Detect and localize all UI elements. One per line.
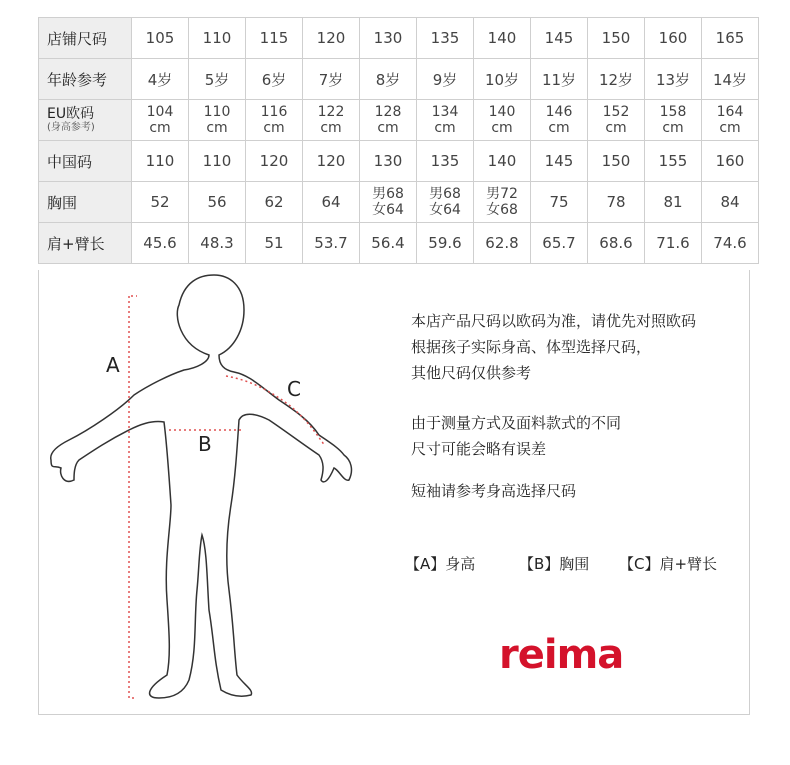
- legend-b: 【B】胸围: [519, 555, 590, 573]
- table-cell: [645, 100, 702, 141]
- row-header-label: EU欧码: [47, 106, 95, 122]
- table-cell: 130: [360, 18, 417, 59]
- table-cell: 78: [588, 182, 645, 223]
- cell-value: 104: [146, 104, 174, 120]
- cell-girls-value: 女64: [429, 202, 461, 218]
- table-cell: 135: [417, 18, 474, 59]
- table-cell: [360, 182, 417, 223]
- cell-unit: cm: [605, 120, 627, 136]
- table-cell: 120: [303, 141, 360, 182]
- cell-value: 140: [488, 104, 516, 120]
- table-cell: 10岁: [474, 59, 531, 100]
- label-b: B: [198, 432, 212, 456]
- cell-value: 122: [317, 104, 345, 120]
- row-header: 年龄参考: [39, 59, 132, 100]
- table-cell: 140: [474, 141, 531, 182]
- table-cell: 155: [645, 141, 702, 182]
- table-cell: 11岁: [531, 59, 588, 100]
- table-cell: 150: [588, 18, 645, 59]
- table-cell: [189, 100, 246, 141]
- measurement-guide: [38, 270, 750, 715]
- legend-a: 【A】身高: [405, 555, 476, 573]
- table-cell: 145: [531, 18, 588, 59]
- cell-value: 128: [374, 104, 402, 120]
- table-cell: 120: [246, 141, 303, 182]
- height-measure-line: [129, 296, 137, 698]
- row-header-sublabel: (身高参考): [47, 122, 95, 133]
- cell-value: 164: [716, 104, 744, 120]
- table-cell: 45.6: [132, 223, 189, 264]
- table-cell: 65.7: [531, 223, 588, 264]
- cell-unit: cm: [149, 120, 171, 136]
- table-cell: [246, 100, 303, 141]
- reima-logo: reima: [499, 632, 624, 678]
- cell-value: 134: [431, 104, 459, 120]
- label-a: A: [106, 353, 120, 377]
- note-line-4: 由于测量方式及面料款式的不同: [411, 414, 622, 432]
- cell-unit: cm: [377, 120, 399, 136]
- table-cell: 13岁: [645, 59, 702, 100]
- table-cell: 120: [303, 18, 360, 59]
- child-body-outline: [51, 275, 352, 698]
- cell-value: 110: [203, 104, 231, 120]
- table-cell: 59.6: [417, 223, 474, 264]
- table-cell: 165: [702, 18, 759, 59]
- table-cell: [303, 100, 360, 141]
- cell-unit: cm: [719, 120, 741, 136]
- table-cell: [474, 182, 531, 223]
- legend-c: 【C】肩+臂长: [619, 555, 718, 573]
- table-cell: 8岁: [360, 59, 417, 100]
- cell-unit: cm: [206, 120, 228, 136]
- cell-value: 146: [545, 104, 573, 120]
- table-cell: [531, 100, 588, 141]
- table-cell: 48.3: [189, 223, 246, 264]
- shoulder-arm-measure-line: [226, 376, 325, 446]
- table-row: [39, 141, 759, 182]
- table-row: [39, 182, 759, 223]
- cell-girls-value: 女68: [486, 202, 518, 218]
- table-cell: 105: [132, 18, 189, 59]
- table-cell: 6岁: [246, 59, 303, 100]
- table-cell: 135: [417, 141, 474, 182]
- cell-value: 116: [260, 104, 288, 120]
- cell-value: 152: [602, 104, 630, 120]
- table-cell: [417, 182, 474, 223]
- table-cell: 81: [645, 182, 702, 223]
- cell-unit: cm: [434, 120, 456, 136]
- table-cell: 62.8: [474, 223, 531, 264]
- note-line-3: 其他尺码仅供参考: [411, 364, 532, 382]
- table-cell: [132, 100, 189, 141]
- table-cell: 5岁: [189, 59, 246, 100]
- label-c: C: [287, 377, 301, 401]
- table-cell: 68.6: [588, 223, 645, 264]
- table-row: [39, 100, 759, 141]
- table-cell: [588, 100, 645, 141]
- table-row: [39, 223, 759, 264]
- note-line-2: 根据孩子实际身高、体型选择尺码，: [411, 338, 652, 356]
- table-cell: 64: [303, 182, 360, 223]
- cell-boys-value: 男72: [486, 186, 518, 202]
- table-cell: 110: [189, 18, 246, 59]
- table-cell: 74.6: [702, 223, 759, 264]
- cell-unit: cm: [548, 120, 570, 136]
- row-header: 店铺尺码: [39, 18, 132, 59]
- table-cell: 160: [702, 141, 759, 182]
- table-cell: 140: [474, 18, 531, 59]
- row-header: 肩+臂长: [39, 223, 132, 264]
- table-cell: 115: [246, 18, 303, 59]
- note-line-5: 尺寸可能会略有误差: [411, 440, 547, 458]
- table-cell: 62: [246, 182, 303, 223]
- table-cell: 12岁: [588, 59, 645, 100]
- size-chart-table: [38, 17, 759, 264]
- table-cell: 71.6: [645, 223, 702, 264]
- cell-boys-value: 男68: [372, 186, 404, 202]
- table-cell: 145: [531, 141, 588, 182]
- table-row: [39, 18, 759, 59]
- row-header: [39, 100, 132, 141]
- table-cell: 110: [132, 141, 189, 182]
- cell-unit: cm: [662, 120, 684, 136]
- table-cell: 150: [588, 141, 645, 182]
- cell-girls-value: 女64: [372, 202, 404, 218]
- table-cell: [417, 100, 474, 141]
- table-cell: 56: [189, 182, 246, 223]
- table-cell: 51: [246, 223, 303, 264]
- table-cell: 7岁: [303, 59, 360, 100]
- table-row: [39, 59, 759, 100]
- table-cell: 160: [645, 18, 702, 59]
- row-header: 中国码: [39, 141, 132, 182]
- table-cell: 9岁: [417, 59, 474, 100]
- table-cell: 56.4: [360, 223, 417, 264]
- note-line-6: 短袖请参考身高选择尺码: [411, 482, 577, 500]
- row-header: 胸围: [39, 182, 132, 223]
- table-cell: 84: [702, 182, 759, 223]
- table-cell: [360, 100, 417, 141]
- table-cell: 14岁: [702, 59, 759, 100]
- table-cell: [702, 100, 759, 141]
- cell-unit: cm: [320, 120, 342, 136]
- table-cell: [474, 100, 531, 141]
- cell-unit: cm: [491, 120, 513, 136]
- table-cell: 53.7: [303, 223, 360, 264]
- table-cell: 75: [531, 182, 588, 223]
- table-cell: 130: [360, 141, 417, 182]
- table-cell: 52: [132, 182, 189, 223]
- cell-boys-value: 男68: [429, 186, 461, 202]
- cell-value: 158: [659, 104, 687, 120]
- table-cell: 4岁: [132, 59, 189, 100]
- note-line-1: 本店产品尺码以欧码为准，请优先对照欧码: [411, 312, 697, 330]
- table-cell: 110: [189, 141, 246, 182]
- cell-unit: cm: [263, 120, 285, 136]
